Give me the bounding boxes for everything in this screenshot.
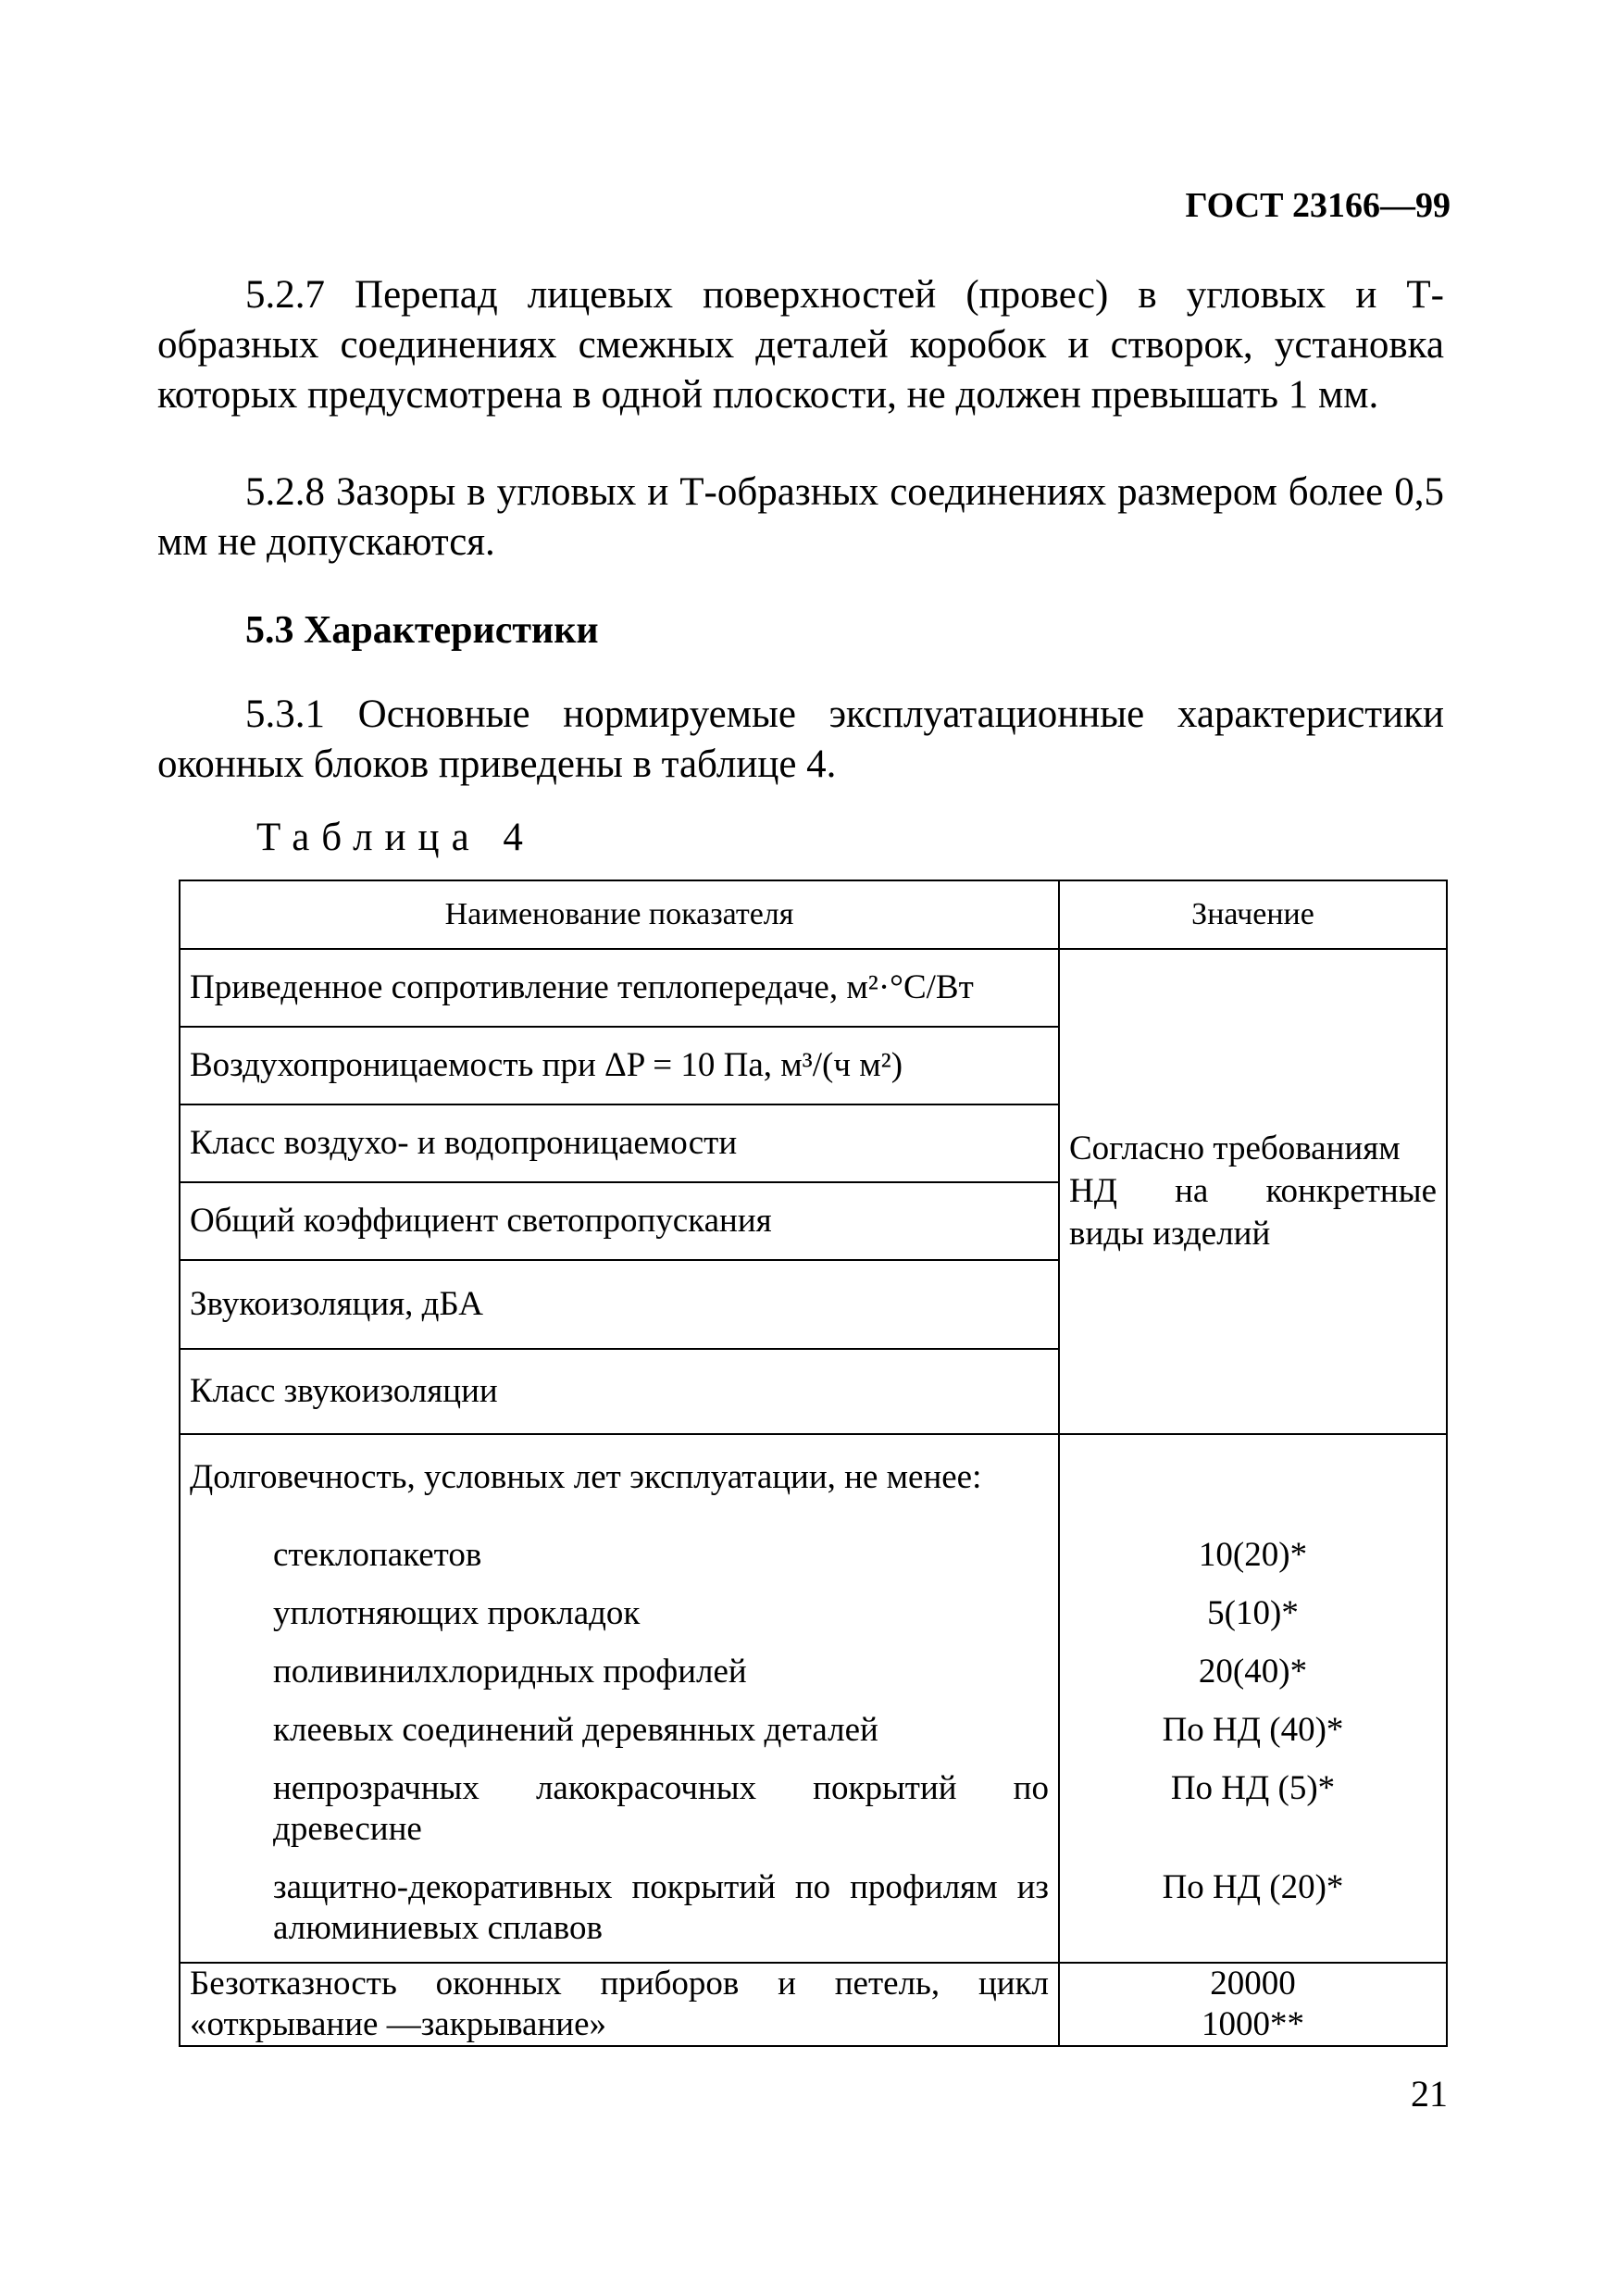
- paragraph-5-2-8: 5.2.8 Зазоры в угловых и Т-образных соединениях размером более 0,5 мм не допускаются.: [157, 470, 1444, 564]
- durability-item: клеевых соединений деревянных деталей: [273, 1711, 878, 1749]
- document-code: ГОСТ 23166—99: [1185, 186, 1451, 225]
- value-line: Согласно требованиям: [1069, 1129, 1401, 1167]
- indicator-name: Звукоизоляция, дБА: [180, 1260, 1059, 1349]
- durability-value: По НД (40)*: [1162, 1711, 1344, 1749]
- table-row: [180, 949, 1447, 1027]
- indicator-name: Класс воздухо- и водопроницаемости: [180, 1104, 1059, 1182]
- durability-value: 20(40)*: [1198, 1653, 1308, 1691]
- durability-row: [180, 1434, 1447, 1963]
- durability-item: непрозрачных лакокрасочных покрытий по древесине: [273, 1769, 1049, 1848]
- paragraph-5-2-7: 5.2.7 Перепад лицевых поверхностей (провес) в угловых и Т-образных соединениях смежных деталей коробок и створок, установка которых предусмотрена в одной плоскости, не должен превышать 1 мм.: [157, 273, 1444, 417]
- durability-item: защитно-декоративных покрытий по профилям из алюминиевых сплавов: [273, 1868, 1049, 1947]
- characteristics-table: [179, 880, 1448, 2047]
- durability-value: 5(10)*: [1207, 1594, 1299, 1632]
- paragraph-5-3-1: 5.3.1 Основные нормируемые эксплуатационные характеристики оконных блоков приведены в таблице 4.: [157, 693, 1444, 786]
- reliability-value: [1059, 1963, 1447, 2046]
- durability-item: уплотняющих прокладок: [273, 1594, 641, 1632]
- reliability-value-line: 1000**: [1202, 2005, 1304, 2043]
- indicator-name: Класс звукоизоляции: [180, 1349, 1059, 1434]
- durability-values: [1059, 1434, 1447, 1963]
- durability-value: 10(20)*: [1198, 1536, 1308, 1574]
- merged-value-cell: [1059, 949, 1447, 1434]
- indicator-name: Общий коэффициент светопропускания: [180, 1182, 1059, 1260]
- value-line: виды изделий: [1069, 1215, 1271, 1253]
- header-value: Значение: [1059, 880, 1447, 949]
- durability-value: По НД (5)*: [1170, 1769, 1336, 1807]
- reliability-name: Безотказность оконных приборов и петель, цикл «открывание —закрывание»: [180, 1963, 1059, 2046]
- durability-item: стеклопакетов: [273, 1536, 482, 1574]
- durability-value: По НД (20)*: [1162, 1868, 1344, 1906]
- header-indicator-name: Наименование показателя: [180, 880, 1059, 949]
- section-heading: 5.3 Характеристики: [245, 609, 599, 652]
- durability-title: Долговечность, условных лет эксплуатации, не менее:: [190, 1458, 982, 1496]
- durability-item: поливинилхлоридных профилей: [273, 1653, 747, 1691]
- table-caption: Таблица 4: [256, 816, 535, 859]
- page-number: 21: [1411, 2073, 1448, 2115]
- durability-names: [180, 1434, 1059, 1963]
- indicator-name: Воздухопроницаемость при ΔP = 10 Па, м³/(ч м²): [180, 1027, 1059, 1104]
- table-header-row: [180, 880, 1447, 949]
- reliability-row: [180, 1963, 1447, 2046]
- value-line: НД на конкретные: [1069, 1172, 1437, 1210]
- indicator-name: Приведенное сопротивление теплопередаче, м²·°С/Вт: [180, 949, 1059, 1027]
- reliability-value-line: 20000: [1210, 1965, 1296, 2003]
